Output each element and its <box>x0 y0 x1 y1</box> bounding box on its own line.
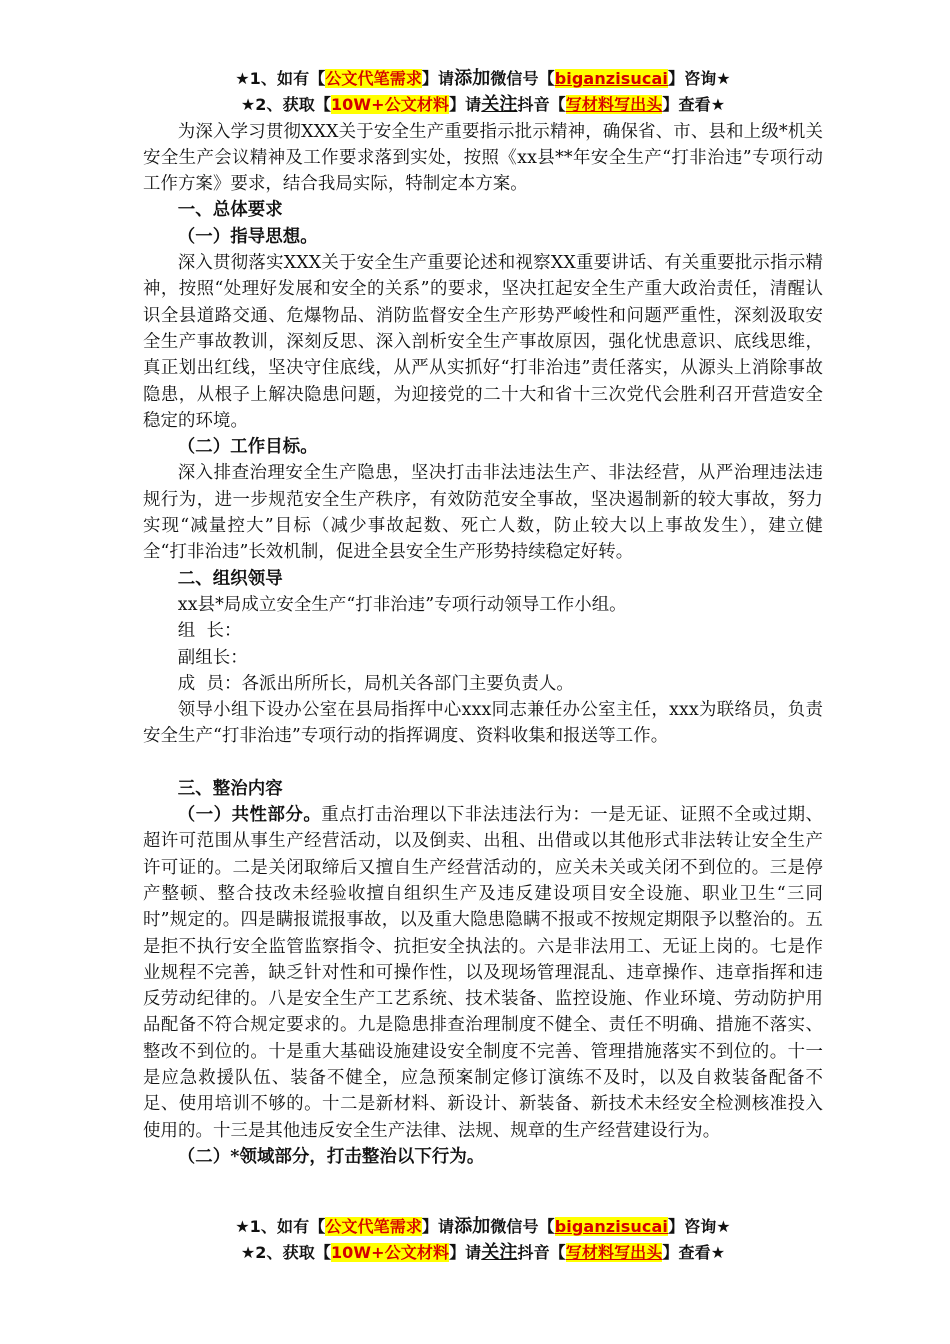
section-2-paragraph: xx县*局成立安全生产“打非治违”专项行动领导工作小组。 <box>177 594 627 615</box>
section-1-2-heading: （二）工作目标。 <box>177 437 318 458</box>
section-3-1-paragraph <box>143 802 823 1144</box>
banner-text: 】咨询★ <box>668 1217 731 1236</box>
promo-banner-line-2 <box>143 92 823 118</box>
banner-text: 】请 <box>421 1217 455 1236</box>
section-1-1-heading: （一）指导思想。 <box>177 226 318 247</box>
section-3-1-heading: （一）共性部分。 <box>177 805 322 826</box>
members-line: 成 员：各派出所所长，局机关各部门主要负责人。 <box>177 673 574 694</box>
banner-text: 】查看★ <box>662 1243 726 1263</box>
banner-wechat-id: biganzisucai <box>554 1217 668 1236</box>
banner-emphasis: 添加 <box>454 1216 491 1237</box>
banner-text: 】咨询★ <box>668 69 731 88</box>
document-body <box>143 66 823 1170</box>
blank-line <box>143 750 823 776</box>
banner-text: 】请 <box>421 69 455 88</box>
banner-emphasis: 关注 <box>481 94 518 116</box>
promo-banner-line-1 <box>143 1214 823 1240</box>
banner-text: 微信号【 <box>490 69 555 88</box>
deputy-leader-line: 副组长： <box>177 647 248 668</box>
banner-text: 抖音【 <box>517 1243 566 1263</box>
banner-douyin-id: 写材料写出头 <box>565 95 663 115</box>
banner-text: ★1、如有【 <box>235 69 326 88</box>
banner-emphasis: 关注 <box>481 1242 518 1264</box>
promo-banner-line-1 <box>143 66 823 92</box>
footer-promo <box>143 1214 823 1267</box>
section-2-heading: 二、组织领导 <box>177 568 283 589</box>
banner-douyin-id: 写材料写出头 <box>565 1243 663 1263</box>
banner-text: 抖音【 <box>517 95 566 115</box>
banner-highlight: 公文代笔需求 <box>325 69 422 88</box>
banner-text: 】请 <box>449 1243 482 1263</box>
banner-highlight: 10W+公文材料 <box>330 1243 450 1263</box>
banner-highlight: 公文代笔需求 <box>325 1217 422 1236</box>
section-3-2-heading: （二）*领域部分，打击整治以下行为。 <box>177 1146 485 1167</box>
banner-text: 】查看★ <box>662 95 726 115</box>
banner-text: 微信号【 <box>490 1217 555 1236</box>
promo-banner-line-2 <box>143 1240 823 1266</box>
section-3-1-text: 重点打击治理以下非法违法行为：一是无证、证照不全或过期、超许可范围从事生产经营活动，以及倒卖、出租、出借或以其他形式非法转让安全生产许可证的。二是关闭取缔后又擅自生产经营活动的，应关未关或关闭不到位的。三是停产整顿、整合技改未经验收擅自组织生产及违反建设项目安全设施、职业卫生“三同时”规定的。四是瞒报谎报事故，以及重大隐患隐瞒不报或不按规定期限予以整治的。五是拒不执行安全监管监察指令、抗拒安全执法的。六是非法用工、无证上岗的。七是作业规程不完善，缺乏针对性和可操作性，以及现场管理混乱、违章操作、违章指挥和违反劳动纪律的。八是安全生产工艺系统、技术装备、监控设施、作业环境、劳动防护用品配备不符合规定要求的。九是隐患排查治理制度不健全、责任不明确、措施不落实、整改不到位的。十是重大基础设施建设安全制度不完善、管理措施落实不到位的。十一是应急救援队伍、装备不健全，应急预案制定修订演练不及时，以及自救装备配备不足、使用培训不够的。十二是新材料、新设计、新装备、新技术未经安全检测核准投入使用的。十三是其他违反安全生产法律、法规、规章的生产经营建设行为。 <box>143 805 823 1141</box>
intro-paragraph: 为深入学习贯彻XXX关于安全生产重要指示批示精神，确保省、市、县和上级*机关安全生产会议精神及工作要求落到实处，按照《xx县**年安全生产“打非治违”专项行动工作方案》要求，结合我局实际，特制定本方案。 <box>143 121 823 195</box>
banner-text: ★2、获取【 <box>240 1243 331 1263</box>
banner-highlight: 10W+公文材料 <box>330 95 450 115</box>
team-leader-line: 组 长： <box>177 621 242 642</box>
banner-emphasis: 添加 <box>454 68 491 89</box>
section-3-heading: 三、整治内容 <box>177 778 283 799</box>
section-1-2-paragraph: 深入排查治理安全生产隐患，坚决打击非法违法生产、非法经营，从严治理违法违规行为，进一步规范安全生产秩序，有效防范安全事故，坚决遏制新的较大事故，努力实现“减量控大”目标（减少事故起数、死亡人数，防止较大以上事故发生），建立健全“打非治违”长效机制，促进全县安全生产形势持续稳定好转。 <box>143 463 823 563</box>
office-paragraph: 领导小组下设办公室在县局指挥中心xxx同志兼任办公室主任，xxx为联络员，负责安全生产“打非治违”专项行动的指挥调度、资料收集和报送等工作。 <box>143 700 823 747</box>
banner-text: ★2、获取【 <box>240 95 331 115</box>
banner-wechat-id: biganzisucai <box>554 69 668 88</box>
banner-text: ★1、如有【 <box>235 1217 326 1236</box>
section-1-heading: 一、总体要求 <box>177 200 283 221</box>
banner-text: 】请 <box>449 95 482 115</box>
section-1-1-paragraph: 深入贯彻落实XXX关于安全生产重要论述和视察XX重要讲话、有关重要批示指示精神，按照“处理好发展和安全的关系”的要求，坚决扛起安全生产重大政治责任，清醒认识全县道路交通、危爆物品、消防监督安全生产形势严峻性和问题严重性，深刻汲取安全生产事故教训，深刻反思、深入剖析安全生产事故原因，强化忧患意识、底线思维，真正划出红线，坚决守住底线，从严从实抓好“打非治违”责任落实，从源头上消除事故隐患，从根子上解决隐患问题，为迎接党的二十大和省十三次党代会胜利召开营造安全稳定的环境。 <box>143 253 823 431</box>
